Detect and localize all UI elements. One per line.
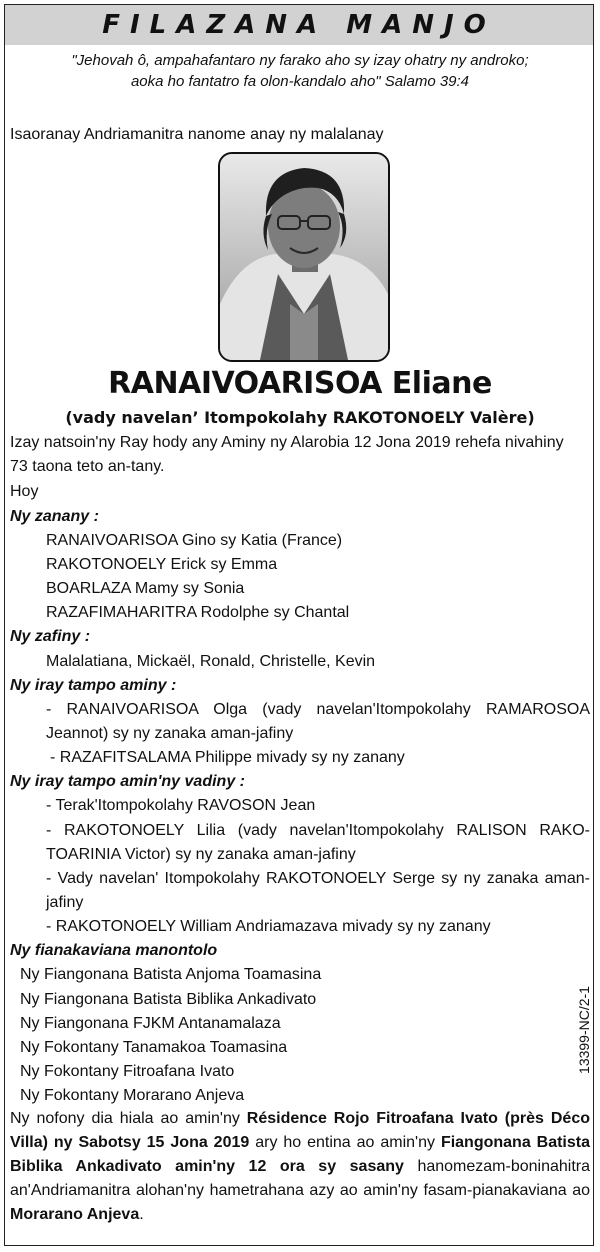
- portrait-photo: [218, 152, 390, 362]
- close-family-item: Ny Fiangonana FJKM Antanamalaza: [20, 1015, 281, 1032]
- header-title: FILAZANA MANJO: [102, 10, 496, 40]
- intro-line-1: Izay natsoin'ny Ray hody any Aminy ny Alarobia 12 Jona 2019 rehefa nivahiny: [10, 434, 564, 451]
- announcement-text: Isaoranay Andriamanitra nanome anay ny malalanay: [10, 126, 384, 143]
- children-item: BOARLAZA Mamy sy Sonia: [46, 580, 245, 597]
- reference-code: 13399-NC/2-1: [576, 986, 592, 1074]
- header-banner: [5, 5, 593, 45]
- closing-bold-text: Résidence Rojo Fitroafana Ivato (près Déco: [246, 1110, 590, 1127]
- closing-text: ary ho entina ao amin'ny: [249, 1134, 441, 1151]
- scripture-quote-line-1: "Jehovah ô, ampahafantaro ny farako aho sy izay ohatry ny androko;: [71, 52, 529, 69]
- closing-bold-text: Fiangonana Batista: [440, 1134, 591, 1151]
- closing-text: hanomezam-boninahitra: [403, 1158, 591, 1175]
- close-family-item: Ny Fokontany Morarano Anjeva: [20, 1087, 245, 1104]
- spouse-siblings-item-2-line-1: - RAKOTONOELY Lilia (vady navelan'Itompokolahy RALISON RAKO-: [46, 822, 590, 839]
- close-family-item: Ny Fiangonana Batista Anjoma Toamasina: [20, 966, 322, 983]
- siblings-item-1-line-2: Jeannot) sy ny zanaka aman-jafiny: [46, 725, 294, 742]
- intro-line-2: 73 taona teto an-tany.: [10, 458, 165, 475]
- spouse-siblings-item-4: - RAKOTONOELY William Andriamazava mivady sy ny zanany: [46, 918, 491, 935]
- closing-line-5: [10, 1203, 144, 1227]
- spouse-siblings-heading: Ny iray tampo amin'ny vadiny :: [10, 773, 245, 790]
- grandchildren-heading: Ny zafiny :: [10, 628, 91, 645]
- scripture-quote-line-2: aoka ho fantatro fa olon-kandalo aho" Salamo 39:4: [130, 73, 470, 90]
- closing-line-1: [10, 1107, 590, 1131]
- spouse-siblings-item-2-line-2: TOARINIA Victor) sy ny zanaka aman-jafiny: [46, 846, 356, 863]
- closing-text: Ny nofony dia hiala ao amin'ny: [10, 1110, 247, 1127]
- closing-line-4: an'Andriamanitra alohan'ny hametrahana azy ao amin'ny fasam-pianakaviana ao: [10, 1182, 590, 1199]
- closing-text: .: [139, 1206, 144, 1223]
- spouse-siblings-item-1: - Terak'Itompokolahy RAVOSON Jean: [46, 797, 316, 814]
- closing-bold-text: Villa) ny Sabotsy 15 Jona 2019: [10, 1134, 250, 1151]
- siblings-item-1-line-1: - RANAIVOARISOA Olga (vady navelan'Itompokolahy RAMAROSOA: [46, 701, 590, 718]
- children-item: RAZAFIMAHARITRA Rodolphe sy Chantal: [46, 604, 350, 621]
- close-family-item: Ny Fiangonana Batista Biblika Ankadivato: [20, 991, 317, 1008]
- closing-bold-text: Biblika Ankadivato amin'ny 12 ora sy sasany: [10, 1158, 404, 1175]
- deceased-name: RANAIVOARISOA Eliane: [108, 366, 492, 401]
- children-heading: Ny zanany :: [10, 508, 99, 525]
- portrait-image: [220, 154, 388, 360]
- siblings-heading: Ny iray tampo aminy :: [10, 677, 177, 694]
- closing-line-3: [10, 1155, 590, 1179]
- children-item: RAKOTONOELY Erick sy Emma: [46, 556, 278, 573]
- intro-hoy: Hoy: [10, 483, 39, 500]
- deceased-subtitle: (vady navelan’ Itompokolahy RAKOTONOELY Valère): [65, 408, 535, 427]
- closing-line-2: [10, 1131, 590, 1155]
- siblings-item-2: - RAZAFITSALAMA Philippe mivady sy ny zanany: [50, 749, 405, 766]
- closing-bold-text: Morarano Anjeva: [10, 1206, 140, 1223]
- grandchildren-item: Malalatiana, Mickaël, Ronald, Christelle, Kevin: [46, 653, 376, 670]
- close-family-heading: Ny fianakaviana manontolo: [10, 942, 218, 959]
- children-item: RANAIVOARISOA Gino sy Katia (France): [46, 532, 343, 549]
- close-family-item: Ny Fokontany Tanamakoa Toamasina: [20, 1039, 288, 1056]
- spouse-siblings-item-3-line-1: - Vady navelan' Itompokolahy RAKOTONOELY Serge sy ny zanaka aman-: [46, 870, 590, 887]
- spouse-siblings-item-3-line-2: jafiny: [46, 894, 84, 911]
- close-family-item: Ny Fokontany Fitroafana Ivato: [20, 1063, 235, 1080]
